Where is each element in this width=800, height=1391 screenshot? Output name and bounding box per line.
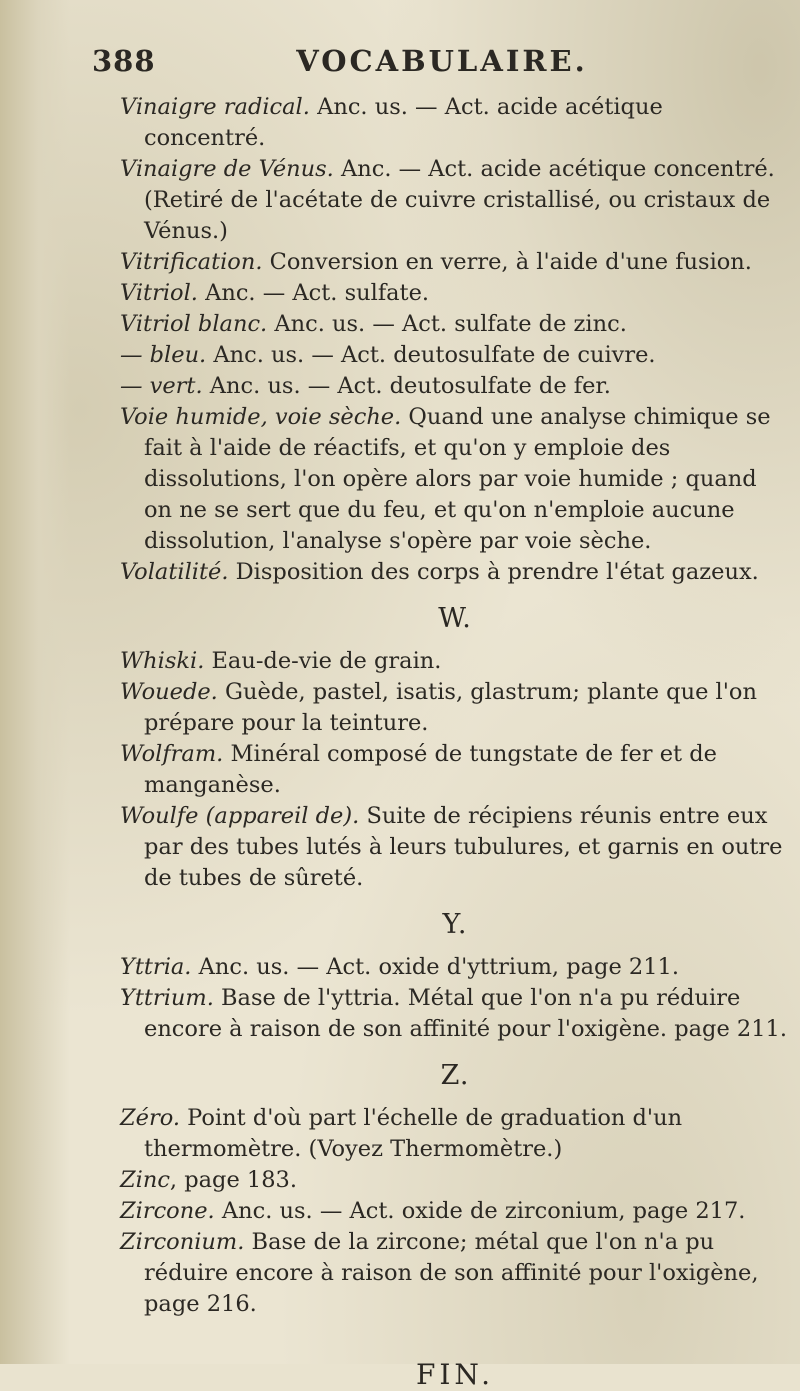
entry-zero: Zéro. Point d'où part l'échelle de graduation d'un thermomètre. (Voyez Thermomètre.) xyxy=(120,1105,683,1162)
entry-vitriol-blanc: Vitriol blanc. Anc. us. — Act. sulfate de zinc. xyxy=(120,311,627,337)
section-letter-z: Z. xyxy=(440,1060,470,1091)
entry-wouede: Wouede. Guède, pastel, isatis, glastrum; plante que l'on prépare pour la teinture. xyxy=(120,679,757,736)
entry-vinaigre-radical: Vinaigre radical. Anc. us. — Act. acide acétique concentré. xyxy=(120,94,663,151)
entries-v xyxy=(120,92,790,588)
entry-zircone: Zircone. Anc. us. — Act. oxide de zirconium, page 217. xyxy=(120,1198,746,1224)
entry-vitriol-bleu: — bleu. Anc. us. — Act. deutosulfate de cuivre. xyxy=(120,342,656,368)
entry-zirconium: Zirconium. Base de la zircone; métal que l'on n'a pu réduire encore à raison de son affinité pour l'oxigène, page 216. xyxy=(120,1229,759,1317)
entries-y xyxy=(120,952,790,1045)
page-gutter-shadow xyxy=(0,0,70,1364)
entry-volatilite: Volatilité. Disposition des corps à prendre l'état gazeux. xyxy=(120,559,759,585)
entry-woulfe: Woulfe (appareil de). Suite de récipiens réunis entre eux par des tubes lutés à leurs tubulures, et garnis en outre de tubes de sûreté. xyxy=(120,803,783,891)
running-title: VOCABULAIRE. xyxy=(296,44,588,78)
vocabulary-content xyxy=(120,92,790,1391)
entry-yttrium: Yttrium. Base de l'yttria. Métal que l'on n'a pu réduire encore à raison de son affinité pour l'oxigène. page 211. xyxy=(120,985,788,1042)
entry-wolfram: Wolfram. Minéral composé de tungstate de fer et de manganèse. xyxy=(120,741,717,798)
page-header xyxy=(92,40,752,90)
entry-voie-humide: Voie humide, voie sèche. Quand une analyse chimique se fait à l'aide de réactifs, et qu'on y emploie des dissolutions, l'on opère alors par voie humide ; quand on ne se sert que du feu, et qu'on n'emploie aucune dissolution, l'analyse s'opère par voie sèche. xyxy=(120,404,771,554)
entry-yttria: Yttria. Anc. us. — Act. oxide d'yttrium, page 211. xyxy=(120,954,680,980)
entry-vinaigre-de-venus: Vinaigre de Vénus. Anc. — Act. acide acétique concentré. (Retiré de l'acétate de cuivre cristallisé, ou cristaux de Vénus.) xyxy=(120,156,775,244)
entry-whiski: Whiski. Eau-de-vie de grain. xyxy=(120,648,442,674)
entry-zinc: Zinc, page 183. xyxy=(120,1167,298,1193)
entries-w xyxy=(120,646,790,894)
section-letter-w: W. xyxy=(438,603,472,634)
entries-z xyxy=(120,1103,790,1320)
section-letter-y: Y. xyxy=(442,909,468,940)
fin-marker: FIN. xyxy=(415,1358,495,1391)
entry-vitrification: Vitrification. Conversion en verre, à l'aide d'une fusion. xyxy=(120,249,752,275)
entry-vitriol-vert: — vert. Anc. us. — Act. deutosulfate de fer. xyxy=(120,373,611,399)
page-number: 388 xyxy=(92,44,156,78)
entry-vitriol: Vitriol. Anc. — Act. sulfate. xyxy=(120,280,430,306)
